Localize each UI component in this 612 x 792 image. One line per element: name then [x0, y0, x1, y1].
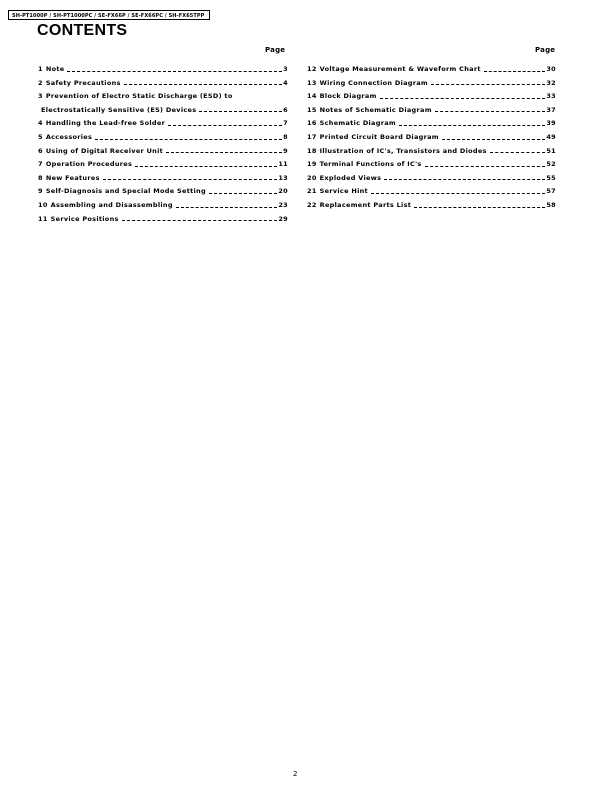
toc-entry-label: Printed Circuit Board Diagram [319, 132, 439, 141]
toc-entry-page: 32 [546, 78, 556, 87]
toc-entry-page: 11 [278, 160, 288, 169]
page-column-heading-right: Page [535, 46, 556, 54]
toc-entry-number: 16 [307, 119, 317, 128]
toc-entry-label: Assembling and Disassembling [50, 200, 173, 209]
toc-entry[interactable] [307, 63, 556, 77]
toc-entry-number: 21 [307, 187, 317, 196]
toc-entry-label: Notes of Schematic Diagram [319, 105, 432, 114]
toc-entry-number: 22 [307, 200, 317, 209]
toc-entry[interactable] [38, 131, 288, 145]
page-title: CONTENTS [37, 22, 128, 39]
toc-entry-label: Accessories [45, 132, 93, 141]
toc-entry-label: Exploded Views [319, 173, 382, 182]
toc-entry-label: Handling the Lead-free Solder [45, 119, 166, 128]
toc-dot-leader [414, 207, 545, 208]
toc-dot-leader [122, 220, 278, 221]
toc-dot-leader [425, 166, 546, 167]
model-number-header: SH-PT1000P / SH-PT1000PC / SE-FX66P / SE-FX66PC / SH-FX65TPP [8, 10, 210, 20]
page-column-heading-left: Page [265, 46, 286, 54]
toc-entry-number: 18 [307, 146, 317, 155]
toc-entry[interactable] [307, 117, 556, 131]
toc-dot-leader [380, 98, 546, 99]
toc-entry-page: 7 [283, 119, 288, 128]
toc-dot-leader [176, 207, 278, 208]
toc-entry-page: 23 [278, 200, 288, 209]
toc-entry-number: 15 [307, 105, 317, 114]
toc-entry[interactable] [307, 172, 556, 186]
toc-entry-label: Voltage Measurement & Waveform Chart [319, 65, 481, 73]
toc-entry-page: 52 [546, 160, 556, 169]
toc-entry[interactable] [38, 185, 288, 199]
toc-entry-number: 7 [38, 160, 43, 169]
footer-page-number: 2 [293, 770, 298, 778]
toc-entry-page: 37 [546, 105, 556, 114]
toc-entry-label: Safety Precautions [45, 78, 121, 87]
toc-entry-number: 2 [38, 78, 43, 87]
toc-entry-page: 9 [283, 146, 288, 155]
toc-entry-page: 6 [283, 105, 288, 114]
toc-dot-leader [399, 125, 545, 126]
toc-entry-page: 30 [546, 65, 556, 73]
toc-entry[interactable] [38, 172, 288, 186]
toc-list-right [307, 63, 556, 213]
toc-entry-page: 3 [283, 65, 288, 73]
toc-entry[interactable] [38, 158, 288, 172]
toc-dot-leader [431, 84, 545, 85]
toc-dot-leader [95, 139, 282, 140]
toc-entry-page: 51 [546, 146, 556, 155]
toc-entry[interactable] [307, 199, 556, 213]
toc-entry-label: Block Diagram [319, 92, 377, 101]
toc-entry-number: 13 [307, 78, 317, 87]
toc-dot-leader [166, 152, 282, 153]
toc-entry[interactable] [307, 131, 556, 145]
toc-dot-leader [435, 111, 546, 112]
toc-dot-leader [103, 179, 278, 180]
toc-entry-label: Schematic Diagram [319, 119, 396, 128]
toc-entry-number: 19 [307, 160, 317, 169]
toc-entry-label: Prevention of Electro Static Discharge (ESD) to [45, 92, 233, 101]
toc-entry-number: 8 [38, 173, 43, 182]
toc-entry-page: 4 [283, 78, 288, 87]
toc-entry-label: Service Positions [50, 214, 119, 223]
toc-dot-leader [484, 71, 546, 72]
toc-entry[interactable] [38, 104, 288, 118]
toc-entry-number: 10 [38, 200, 48, 209]
toc-dot-leader [124, 84, 282, 85]
toc-entry[interactable] [38, 213, 288, 227]
toc-dot-leader [168, 125, 282, 126]
toc-entry[interactable] [38, 145, 288, 159]
toc-entry-page: 55 [546, 173, 556, 182]
toc-dot-leader [67, 71, 282, 72]
toc-entry[interactable] [38, 199, 288, 213]
toc-entry-label: Terminal Functions of IC's [319, 160, 422, 169]
toc-entry[interactable] [307, 158, 556, 172]
toc-entry[interactable] [307, 185, 556, 199]
toc-entry-number: 4 [38, 119, 43, 128]
toc-entry[interactable] [38, 63, 288, 77]
toc-entry-label: Illustration of IC's, Transistors and Diodes [319, 146, 487, 155]
toc-dot-leader [199, 111, 282, 112]
toc-dot-leader [442, 139, 545, 140]
toc-entry-number: 12 [307, 65, 317, 73]
toc-entry-label: Using of Digital Receiver Unit [45, 146, 164, 155]
toc-entry[interactable] [307, 90, 556, 104]
toc-entry-number: 5 [38, 132, 43, 141]
toc-entry[interactable] [307, 104, 556, 118]
toc-entry-label: Wiring Connection Diagram [319, 78, 429, 87]
toc-entry[interactable] [38, 90, 288, 104]
toc-entry-number: 6 [38, 146, 43, 155]
toc-entry-number: 1 [38, 65, 43, 73]
toc-entry-number: 17 [307, 132, 317, 141]
toc-entry-page: 57 [546, 187, 556, 196]
toc-entry[interactable] [307, 145, 556, 159]
toc-entry-number: 9 [38, 187, 43, 196]
toc-entry-label: New Features [45, 173, 100, 182]
toc-entry-page: 8 [283, 132, 288, 141]
toc-entry-label: Note [45, 65, 65, 73]
toc-entry-number: 14 [307, 92, 317, 101]
toc-entry-page: 29 [278, 214, 288, 223]
toc-entry-page: 39 [546, 119, 556, 128]
toc-dot-leader [384, 179, 545, 180]
toc-entry-label: Operation Procedures [45, 160, 133, 169]
toc-entry-label: Electrostatically Sensitive (ES) Devices [41, 105, 197, 114]
toc-entry-page: 58 [546, 200, 556, 209]
toc-dot-leader [490, 152, 546, 153]
toc-entry-label: Service Hint [319, 187, 368, 196]
toc-entry[interactable] [38, 77, 288, 91]
toc-entry-number: 11 [38, 214, 48, 223]
toc-entry-label: Self-Diagnosis and Special Mode Setting [45, 187, 206, 196]
toc-entry-page: 49 [546, 132, 556, 141]
toc-dot-leader [135, 166, 277, 167]
toc-list-left [38, 63, 288, 226]
toc-entry[interactable] [38, 117, 288, 131]
toc-dot-leader [209, 193, 277, 194]
toc-entry-label: Replacement Parts List [319, 200, 412, 209]
toc-entry-page: 20 [278, 187, 288, 196]
toc-entry[interactable] [307, 77, 556, 91]
toc-entry-page: 13 [278, 173, 288, 182]
toc-entry-page: 33 [546, 92, 556, 101]
toc-dot-leader [371, 193, 545, 194]
toc-entry-number: 20 [307, 173, 317, 182]
toc-entry-number: 3 [38, 92, 43, 101]
